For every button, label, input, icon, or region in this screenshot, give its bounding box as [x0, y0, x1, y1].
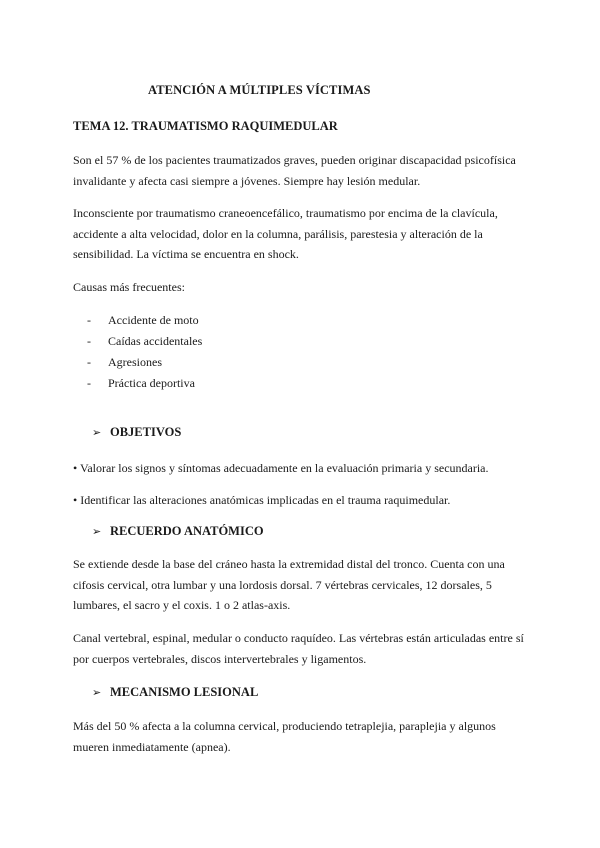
recuerdo-heading [92, 524, 264, 539]
text-line: invalidante y afecta casi siempre a jóvenes. Siempre hay lesión medular. [73, 173, 421, 188]
objetivos-heading [92, 425, 181, 440]
list-item-text: Caídas accidentales [108, 334, 203, 348]
text-line: Inconsciente por traumatismo craneoencefálico, traumatismo por encima de la clavícula, [73, 206, 498, 220]
intro-paragraph-1 [73, 150, 533, 191]
list-item-text: Agresiones [108, 355, 162, 369]
text-line: lumbares, el sacro y el coxis. 1 o 2 atlas-axis. [73, 598, 291, 612]
dash-marker: - [87, 355, 91, 369]
arrow-bullet-icon: ➢ [92, 687, 102, 699]
text-line: Se extiende desde la base del cráneo hasta la extremidad distal del tronco. Cuenta con una [73, 557, 505, 571]
text-line: sensibilidad. La víctima se encuentra en shock. [73, 247, 299, 261]
list-item-text: Práctica deportiva [108, 376, 195, 390]
section-heading-text: OBJETIVOS [110, 425, 182, 439]
arrow-bullet-icon: ➢ [92, 526, 102, 538]
text-line: Más del 50 % afecta a la columna cervical, produciendo tetraplejia, paraplejia y algunos [73, 719, 496, 733]
causes-label [73, 277, 533, 298]
objetivo-item: • Identificar las alteraciones anatómicas implicadas en el trauma raquimedular. [73, 493, 451, 507]
text-line: Canal vertebral, espinal, medular o conducto raquídeo. Las vértebras están articuladas entre sí [73, 631, 524, 645]
text-line: cifosis cervical, otra lumbar y una lordosis dorsal. 7 vértebras cervicales, 12 dorsales, 5 [73, 577, 492, 592]
intro-paragraph-2 [73, 203, 533, 265]
section-heading-text: MECANISMO LESIONAL [110, 685, 259, 699]
objetivo-item: • Valorar los signos y síntomas adecuadamente en la evaluación primaria y secundaria. [73, 461, 489, 475]
mecanismo-heading [92, 685, 258, 700]
causes-label-text: Causas más frecuentes: [73, 280, 185, 294]
dash-marker: - [87, 313, 91, 327]
document-title: ATENCIÓN A MÚLTIPLES VÍCTIMAS [148, 83, 371, 97]
topic-heading: TEMA 12. TRAUMATISMO RAQUIMEDULAR [73, 119, 338, 133]
mecanismo-paragraph-1 [73, 716, 533, 757]
text-line: por cuerpos vertebrales, discos intervertebrales y ligamentos. [73, 651, 367, 666]
arrow-bullet-icon: ➢ [92, 427, 102, 439]
recuerdo-paragraph-2 [73, 628, 533, 669]
text-line: mueren inmediatamente (apnea). [73, 739, 231, 754]
dash-marker: - [87, 334, 91, 348]
section-heading-text: RECUERDO ANATÓMICO [110, 524, 264, 538]
recuerdo-paragraph-1 [73, 554, 533, 616]
text-line: Son el 57 % de los pacientes traumatizados graves, pueden originar discapacidad psicofísica [73, 153, 516, 167]
text-line: accidente a alta velocidad, dolor en la columna, parálisis, parestesia y alteración de la [73, 226, 483, 241]
dash-marker: - [87, 376, 91, 390]
list-item-text: Accidente de moto [108, 313, 199, 327]
